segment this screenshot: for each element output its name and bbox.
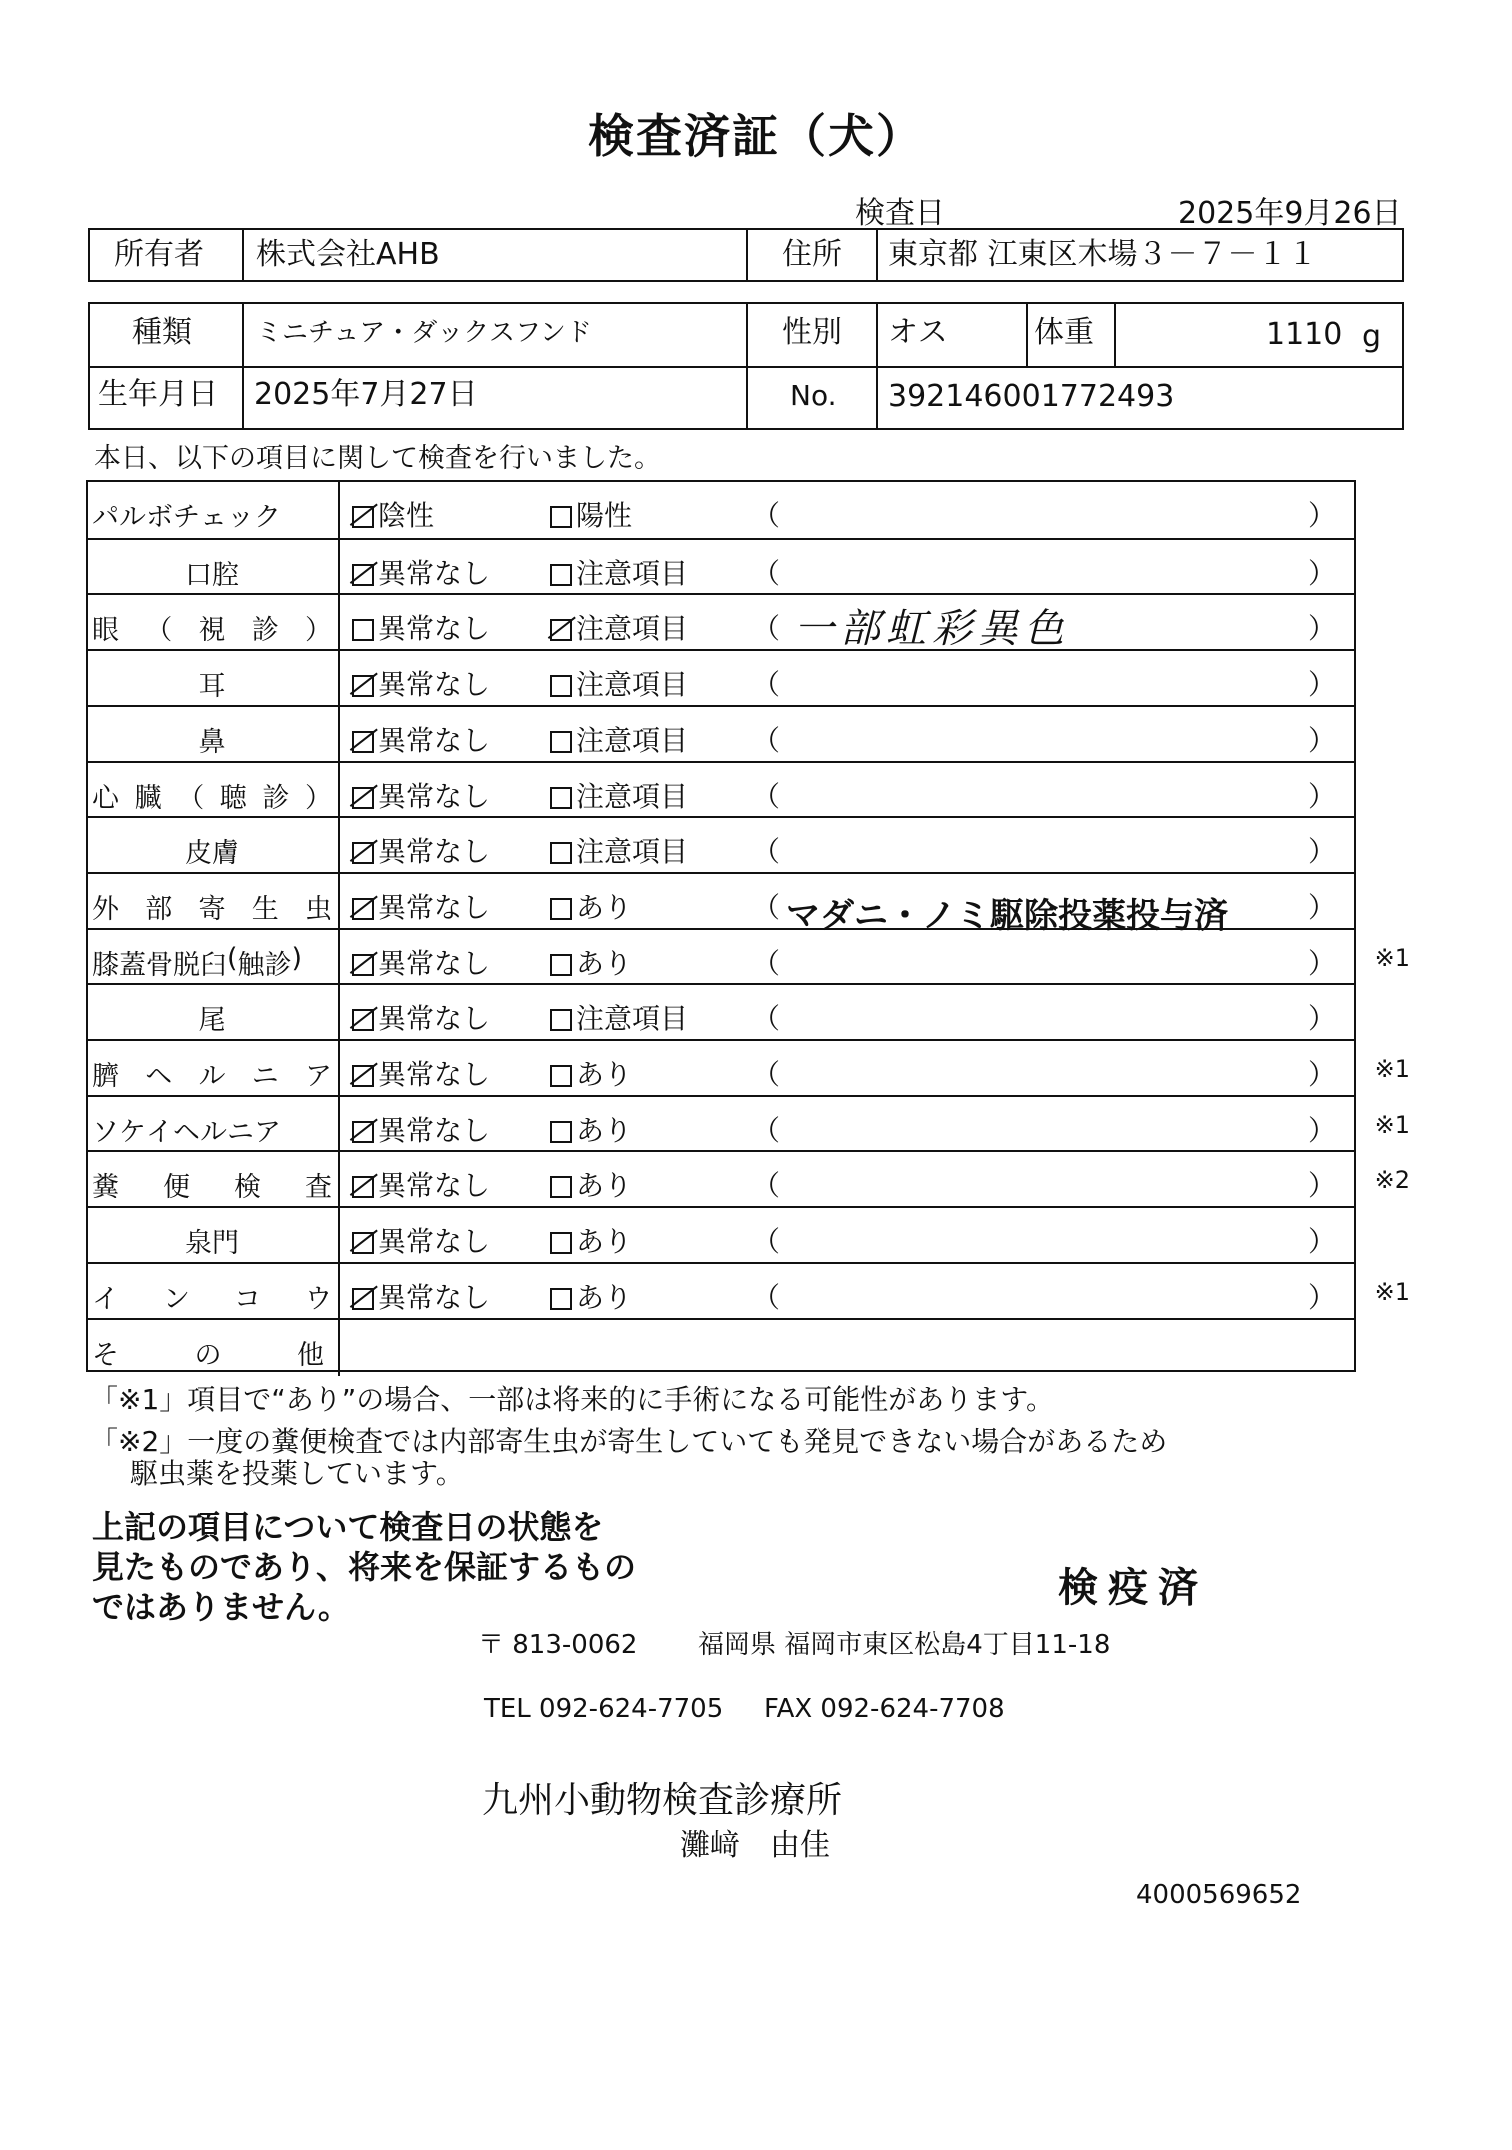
checkbox-icon[interactable] — [550, 1065, 572, 1087]
owner-row — [88, 228, 1404, 282]
checkbox-icon[interactable] — [550, 675, 572, 697]
quarantine-stamp: 検疫済 — [1058, 1565, 1208, 1611]
inspection-item-label: 心 臓 （ 聴 診 ） — [92, 782, 332, 814]
inspection-item-label: 耳 — [198, 671, 226, 703]
option-attention[interactable]: あり — [550, 1164, 632, 1204]
note-open-paren: （ — [752, 1169, 781, 1203]
inspection-row — [88, 1095, 1410, 1151]
checkbox-icon[interactable] — [352, 675, 374, 697]
inspection-item-label: 外 部 寄 生 虫 — [92, 893, 332, 925]
footnote-1: 「※1」項目で“あり”の場合、一部は将来的に手術になる可能性があります。 — [90, 1383, 1055, 1416]
checkbox-icon[interactable] — [352, 1065, 374, 1087]
sex-label: 性別 — [782, 315, 842, 350]
option-attention[interactable]: 注意項目 — [550, 552, 688, 592]
document-number: 4000569652 — [1136, 1880, 1302, 1910]
number-label: No. — [790, 379, 837, 412]
note-open-paren: （ — [752, 556, 781, 590]
checkbox-icon[interactable] — [550, 1176, 572, 1198]
footnote-mark: ※2 — [1374, 1166, 1410, 1195]
checkbox-icon[interactable] — [550, 787, 572, 809]
address-value: 東京都 江東区木場３－７－１１ — [888, 237, 1318, 272]
option-attention[interactable]: あり — [550, 942, 632, 982]
checkbox-icon[interactable] — [352, 787, 374, 809]
breed-value: ミニチュア・ダックスフンド — [256, 318, 592, 348]
note-close-paren: ） — [1308, 1002, 1337, 1036]
option-normal[interactable]: 異常なし — [352, 719, 490, 759]
option-normal[interactable]: 異常なし — [352, 663, 490, 703]
weight-unit: g — [1362, 319, 1382, 354]
inspection-row — [88, 816, 1354, 872]
inspection-row — [88, 538, 1354, 594]
footnote-2-line2: 駆虫薬を投薬しています。 — [130, 1457, 464, 1490]
inspection-row — [88, 928, 1410, 984]
birth-value: 2025年7月27日 — [254, 377, 478, 412]
exam-date: 2025年9月26日 — [1178, 196, 1402, 231]
checkbox-icon[interactable] — [352, 506, 374, 528]
inspection-item-label: 糞 便 検 査 — [92, 1172, 332, 1204]
note-close-paren: ） — [1308, 1113, 1337, 1147]
option-attention[interactable]: あり — [550, 1053, 632, 1093]
checkbox-icon[interactable] — [352, 842, 374, 864]
postal-code: 〒 813-0062 — [478, 1630, 638, 1660]
option-attention[interactable]: 注意項目 — [550, 775, 688, 815]
disclaimer-line-2: 見たものであり、将来を保証するもの — [92, 1548, 637, 1586]
option-attention[interactable]: あり — [550, 1276, 632, 1316]
checkbox-icon[interactable] — [352, 1232, 374, 1254]
note-close-paren: ） — [1308, 1280, 1337, 1314]
option-normal[interactable]: 異常なし — [352, 552, 490, 592]
option-normal[interactable]: 異常なし — [352, 997, 490, 1037]
option-normal[interactable]: 異常なし — [352, 1053, 490, 1093]
weight-value: 1110 — [1266, 317, 1343, 352]
note-open-paren: （ — [752, 1058, 781, 1091]
inspection-item-label: ソ ケ イ ヘ ル ニ ア — [92, 1116, 281, 1148]
footnote-mark: ※1 — [1374, 1277, 1410, 1306]
note-close-paren: ） — [1308, 1169, 1337, 1203]
option-normal[interactable]: 異常なし — [352, 886, 490, 926]
inspection-item-label: イ ン コ ウ — [92, 1283, 332, 1315]
disclaimer-line-1: 上記の項目について検査日の状態を — [92, 1508, 604, 1546]
note-close-paren: ） — [1308, 779, 1337, 813]
clinic-tel: TEL 092-624-7705 — [484, 1694, 724, 1724]
inspection-row — [88, 761, 1354, 817]
sex-value: オス — [888, 315, 948, 350]
vet-name: 灘﨑 由佳 — [680, 1828, 830, 1863]
option-attention[interactable]: 注意項目 — [550, 607, 688, 647]
checkbox-icon[interactable] — [550, 1232, 572, 1254]
note-close-paren: ） — [1308, 556, 1337, 590]
address-label: 住所 — [782, 237, 842, 272]
option-normal[interactable]: 異常なし — [352, 1220, 490, 1260]
inspection-row — [88, 1150, 1410, 1206]
checkbox-icon[interactable] — [550, 619, 572, 641]
note-open-paren: （ — [752, 1113, 781, 1147]
option-normal[interactable]: 異常なし — [352, 1164, 490, 1204]
inspection-row — [88, 482, 1354, 536]
option-normal[interactable]: 異常なし — [352, 942, 490, 982]
option-normal[interactable]: 異常なし — [352, 775, 490, 815]
clinic-address: 福岡県 福岡市東区松島4丁目11-18 — [698, 1630, 1111, 1660]
note-close-paren: ） — [1308, 946, 1337, 980]
animal-info-block — [88, 302, 1404, 430]
note-close-paren: ） — [1308, 1225, 1337, 1259]
note-close-paren: ） — [1308, 499, 1337, 532]
checkbox-icon[interactable] — [550, 898, 572, 920]
item-note: マダニ・ノミ駆除投薬投与済 — [786, 895, 1228, 936]
other-label: そ の 他 — [92, 1340, 324, 1371]
option-attention[interactable]: 陽性 — [550, 494, 632, 534]
option-attention[interactable]: あり — [550, 1220, 632, 1260]
inspection-row — [88, 1262, 1410, 1318]
document-title: 検査済証（犬） — [588, 109, 924, 163]
note-close-paren: ） — [1308, 668, 1337, 702]
option-attention[interactable]: 注意項目 — [550, 719, 688, 759]
other-row — [88, 1318, 1354, 1376]
inspection-item-label: 口腔 — [185, 559, 239, 591]
inspection-item-label: パ ル ボ チ ェ ッ ク — [92, 502, 281, 533]
note-open-paren: （ — [752, 890, 781, 924]
option-attention[interactable]: あり — [550, 1109, 632, 1149]
checkbox-icon[interactable] — [352, 954, 374, 976]
checkbox-icon[interactable] — [550, 506, 572, 528]
footnote-mark: ※1 — [1374, 1110, 1410, 1139]
exam-date-label: 検査日 — [855, 196, 945, 231]
note-open-paren: （ — [752, 612, 781, 646]
clinic-fax: FAX 092-624-7708 — [764, 1694, 1005, 1724]
inspection-item-label: 膝 蓋 骨 脱 臼 ( 触 診 ) — [92, 942, 303, 981]
owner-label: 所有者 — [114, 237, 204, 272]
birth-label: 生年月日 — [98, 377, 218, 412]
option-normal[interactable]: 異常なし — [352, 607, 490, 647]
checkbox-icon[interactable] — [352, 731, 374, 753]
inspection-item-label: 皮膚 — [185, 838, 239, 870]
option-normal[interactable]: 異常なし — [352, 1276, 490, 1316]
note-close-paren: ） — [1308, 890, 1337, 924]
note-open-paren: （ — [752, 946, 781, 980]
handwritten-note: 一部虹彩異色 — [794, 606, 1070, 653]
checkbox-icon[interactable] — [550, 1009, 572, 1031]
inspection-table — [86, 480, 1410, 1372]
checkbox-icon[interactable] — [550, 1121, 572, 1143]
inspection-row — [88, 1206, 1354, 1262]
note-close-paren: ） — [1308, 1058, 1337, 1091]
option-attention[interactable]: 注意項目 — [550, 830, 688, 870]
option-normal[interactable]: 陰性 — [352, 494, 434, 534]
footnote-mark: ※1 — [1374, 1055, 1410, 1083]
note-open-paren: （ — [752, 723, 781, 757]
inspection-row — [88, 983, 1354, 1039]
note-open-paren: （ — [752, 668, 781, 702]
checkbox-icon[interactable] — [550, 564, 572, 586]
weight-label: 体重 — [1034, 315, 1094, 350]
option-attention[interactable]: 注意項目 — [550, 997, 688, 1037]
owner-value: 株式会社AHB — [256, 237, 440, 272]
checkbox-icon[interactable] — [352, 898, 374, 920]
option-attention[interactable]: あり — [550, 886, 632, 926]
checkbox-icon[interactable] — [550, 954, 572, 976]
disclaimer-line-3: ではありません。 — [92, 1588, 350, 1626]
number-value: 392146001772493 — [888, 379, 1175, 414]
breed-label: 種類 — [132, 315, 192, 350]
footnote-2-line1: 「※2」一度の糞便検査では内部寄生虫が寄生していても発見できない場合があるため — [90, 1425, 1168, 1458]
note-open-paren: （ — [752, 1280, 781, 1314]
option-attention[interactable]: 注意項目 — [550, 663, 688, 703]
note-close-paren: ） — [1308, 723, 1337, 757]
checkbox-icon[interactable] — [352, 1121, 374, 1143]
checkbox-icon[interactable] — [352, 1176, 374, 1198]
checkbox-icon[interactable] — [550, 731, 572, 753]
inspection-row — [88, 593, 1354, 653]
inspection-item-label: 鼻 — [198, 726, 226, 758]
checkbox-icon[interactable] — [352, 619, 374, 641]
note-open-paren: （ — [752, 835, 781, 869]
inspection-row — [88, 705, 1354, 761]
checkbox-icon[interactable] — [352, 1009, 374, 1031]
inspection-item-label: 尾 — [198, 1005, 226, 1037]
note-open-paren: （ — [752, 779, 781, 813]
inspection-row — [88, 649, 1354, 705]
note-open-paren: （ — [752, 499, 781, 532]
note-open-paren: （ — [752, 1002, 781, 1036]
checkbox-icon[interactable] — [352, 1288, 374, 1310]
footnote-mark: ※1 — [1374, 943, 1410, 972]
note-close-paren: ） — [1308, 612, 1337, 646]
checkbox-icon[interactable] — [550, 842, 572, 864]
option-normal[interactable]: 異常なし — [352, 830, 490, 870]
inspection-item-label: 泉門 — [185, 1228, 239, 1260]
inspection-item-label: 臍 ヘ ル ニ ア — [92, 1061, 332, 1092]
checkbox-icon[interactable] — [352, 564, 374, 586]
inspection-row — [88, 1039, 1410, 1095]
note-close-paren: ） — [1308, 835, 1337, 869]
clinic-name: 九州小動物検査診療所 — [482, 1780, 843, 1821]
option-normal[interactable]: 異常なし — [352, 1109, 490, 1149]
checkbox-icon[interactable] — [550, 1288, 572, 1310]
inspection-item-label: 眼 （ 視 診 ） — [92, 615, 332, 647]
intro-text: 本日、以下の項目に関して検査を行いました。 — [94, 443, 661, 474]
inspection-row — [88, 872, 1354, 936]
note-open-paren: （ — [752, 1225, 781, 1259]
